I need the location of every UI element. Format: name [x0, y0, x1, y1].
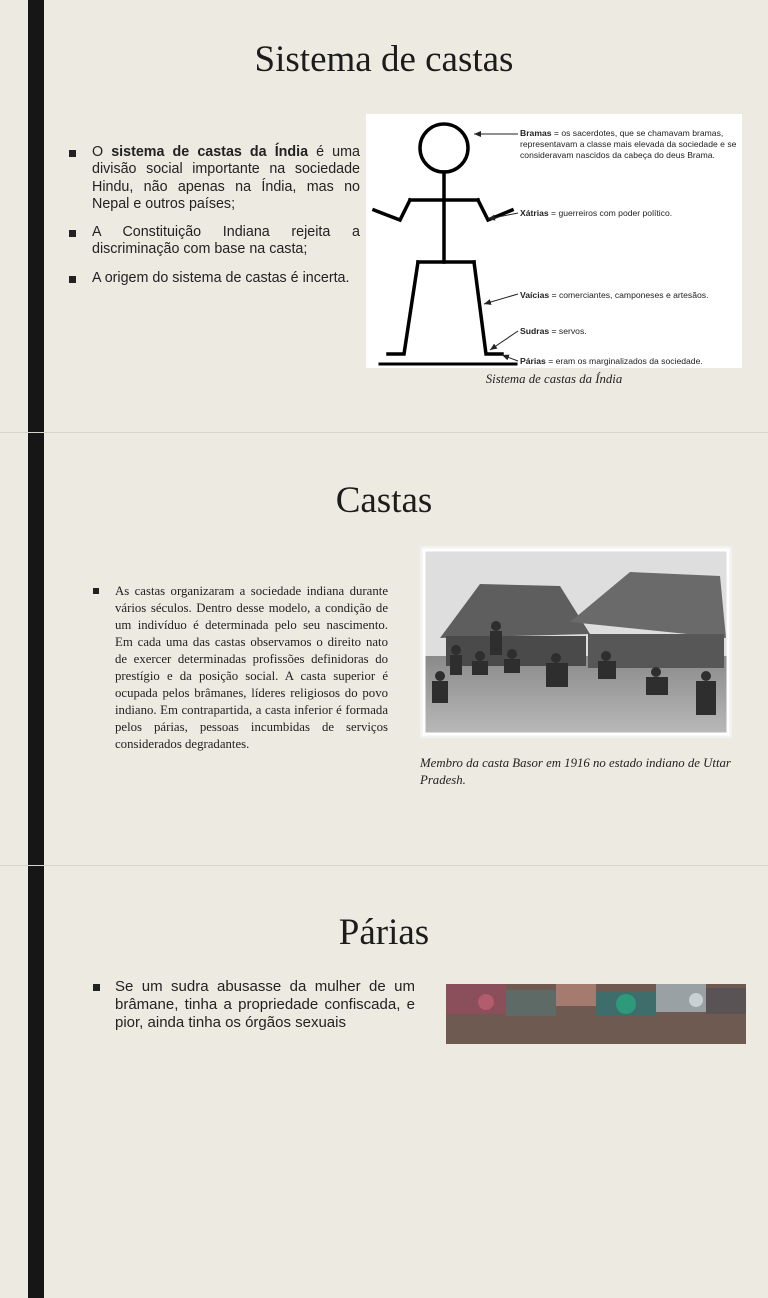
bullet-item: O sistema de castas da Índia é uma divisão social importante na sociedade Hindu, não apenas na Índia, mas no Nepal e outros países;	[66, 144, 360, 213]
bullet-item: A origem do sistema de castas é incerta.	[66, 270, 360, 287]
bullet-list	[92, 583, 388, 753]
photo-illustration	[446, 984, 746, 1044]
bullet-square-icon	[93, 984, 100, 991]
caste-stick-figure-diagram	[366, 114, 742, 368]
bullet-item: A Constituição Indiana rejeita a discriminação com base na casta;	[66, 224, 360, 259]
slide-castas	[0, 433, 768, 865]
bullet-square-icon	[69, 276, 76, 283]
bullet-item: As castas organizaram a sociedade indiana durante vários séculos. Dentro desse modelo, a condição de um indivíduo é determinada pelo seu nascimento. Em cada uma das castas observamos o direito nato de exercer determinadas profissões definidoras do prestígio e da posição social. A casta superior é ocupada pelos brâmanes, líderes religiosos do povo indiano. Em contrapartida, a casta inferior é formada pelos párias, pessoas incumbidas de serviços considerados degradantes.	[92, 583, 388, 753]
bullet-list	[66, 144, 360, 298]
label-sudras: Sudras = servos.	[520, 326, 587, 336]
head-shape	[420, 124, 468, 172]
bullet-item: Se um sudra abusasse da mulher de um brâmane, tinha a propriedade confiscada, e pior, ainda tinha os órgãos sexuais	[92, 978, 415, 1032]
label-vaicias: Vaícias = comerciantes, camponeses e artesãos.	[520, 290, 709, 300]
photo-caption: Membro da casta Basor em 1916 no estado indiano de Uttar Pradesh.	[420, 756, 731, 787]
label-parias: Párias = eram os marginalizados da sociedade.	[520, 356, 703, 366]
label-bramas: Bramas = os sacerdotes, que se chamavam bramas, representavam a classe mais elevada da sociedade e se consideravam nascidos da cabeça do deus Brama.	[520, 128, 737, 160]
bullet-square-icon	[93, 588, 99, 594]
diagram-caption: Sistema de castas da Índia	[485, 372, 623, 386]
slide-title: Sistema de castas	[254, 39, 514, 80]
slide-title: Párias	[338, 912, 430, 953]
label-xatrias: Xátrias = guerreiros com poder político.	[520, 208, 673, 218]
basor-caste-photo	[420, 546, 732, 738]
bullet-square-icon	[69, 230, 76, 237]
parias-photo	[446, 984, 746, 1044]
slide-sistema-de-castas	[0, 0, 768, 432]
bold-term: sistema de castas da Índia	[111, 144, 309, 160]
photo-illustration	[420, 546, 732, 738]
slide-title: Castas	[335, 480, 433, 521]
slide-parias	[0, 866, 768, 1298]
bullet-square-icon	[69, 150, 76, 157]
